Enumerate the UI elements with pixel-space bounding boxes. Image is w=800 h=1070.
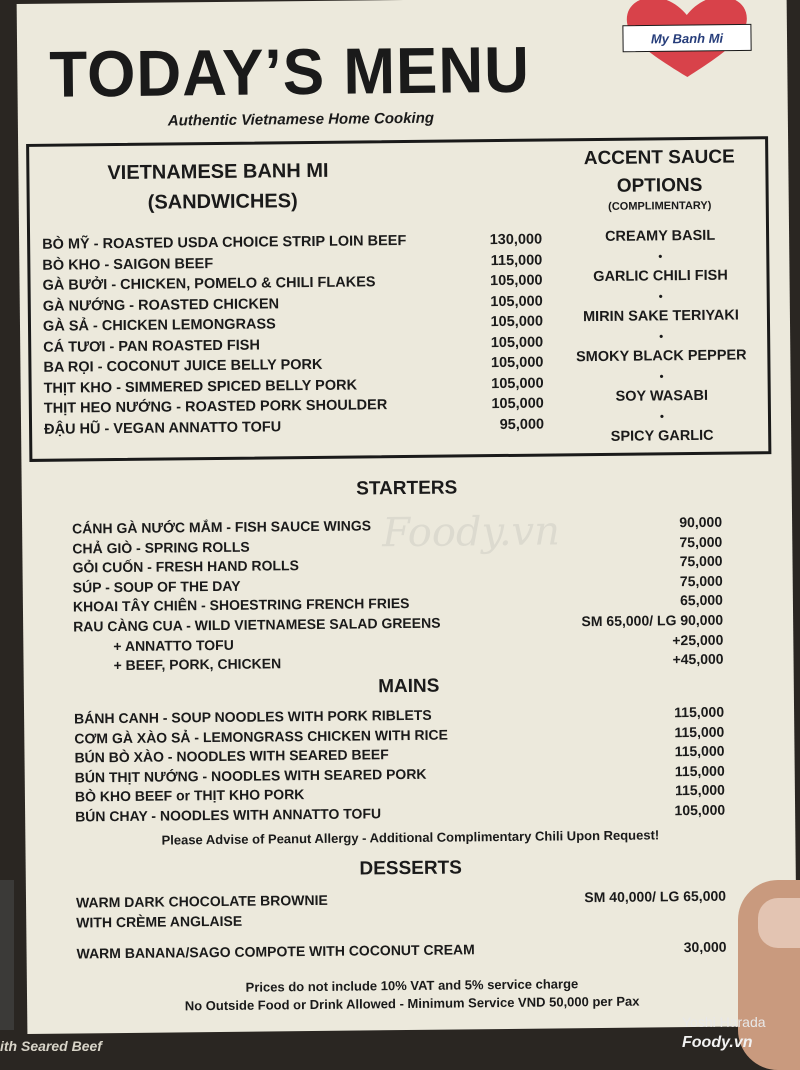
- menu-sheet: [17, 0, 798, 1034]
- sauce-item: SMOKY BLACK PEPPER: [575, 347, 747, 366]
- menu-item: CÁ TƯƠI - PAN ROASTED FISH 105,000: [43, 334, 544, 356]
- background-object: [0, 880, 14, 1030]
- menu-item: CÁNH GÀ NƯỚC MẮM - FISH SAUCE WINGS 90,000: [72, 513, 723, 537]
- logo-text: My Banh Mi: [650, 30, 724, 47]
- menu-item: THỊT HEO NƯỚNG - ROASTED PORK SHOULDER 105,000: [43, 395, 544, 417]
- sauce-item: MIRIN SAKE TERIYAKI: [582, 307, 739, 326]
- menu-item: ĐẬU HŨ - VEGAN ANNATTO TOFU 95,000: [43, 416, 545, 438]
- menu-item: GỎI CUỐN - FRESH HAND ROLLS 75,000: [72, 552, 723, 576]
- menu-item: BÚN CHAY - NOODLES WITH ANNATTO TOFU 105,000: [75, 801, 726, 825]
- menu-item: GÀ BƯỞI - CHICKEN, POMELO & CHILI FLAKES 105,000: [42, 272, 543, 294]
- sandwiches-heading: VIETNAMESE BANH MI (SANDWICHES): [107, 159, 329, 214]
- menu-item: WARM DARK CHOCOLATE BROWNIE SM 40,000/ LG 65,000: [75, 887, 727, 911]
- desserts-list: [76, 887, 727, 965]
- footer-vat-note: Prices do not include 10% VAT and 5% service charge: [245, 976, 579, 995]
- menu-item: BÒ KHO - SAIGON BEEF 115,000: [42, 252, 543, 274]
- bullet-icon: •: [658, 289, 663, 304]
- bullet-icon: •: [659, 369, 664, 384]
- menu-item: BÒ MỸ - ROASTED USDA CHOICE STRIP LOIN BEEF 130,000: [42, 231, 543, 253]
- starters-heading: STARTERS: [356, 477, 458, 500]
- sauce-heading: ACCENT SAUCE OPTIONS: [583, 146, 735, 197]
- menu-item-continued: WITH CRÈME ANGLAISE: [76, 912, 243, 931]
- menu-item: BÚN BÒ XÀO - NOODLES WITH SEARED BEEF 115,000: [74, 742, 725, 766]
- menu-item: + ANNATTO TOFU +25,000: [113, 631, 724, 654]
- menu-title: TODAY’S MENU: [48, 33, 531, 112]
- sauce-note: (COMPLIMENTARY): [608, 199, 712, 213]
- sauce-options: [549, 139, 772, 447]
- footer-policy-note: No Outside Food or Drink Allowed - Minimum Service VND 50,000 per Pax: [184, 993, 640, 1014]
- sauce-item: CREAMY BASIL: [604, 227, 716, 245]
- menu-item: + BEEF, PORK, CHICKEN +45,000: [113, 650, 724, 674]
- bullet-icon: •: [658, 329, 664, 344]
- menu-item: WARM BANANA/SAGO COMPOTE WITH COCONUT CREAM 30,000: [76, 938, 727, 962]
- photo-credit: Yoshi Harada: [682, 1014, 766, 1030]
- bullet-icon: •: [658, 249, 663, 264]
- allergy-note: Please Advise of Peanut Allergy - Additional Complimentary Chili Upon Request!: [161, 827, 660, 848]
- watermark: Foody.vn: [381, 508, 561, 557]
- background-text: ith Seared Beef: [0, 1038, 102, 1054]
- mains-heading: MAINS: [378, 675, 440, 698]
- site-watermark: Foody.vn: [682, 1034, 753, 1051]
- menu-item: THỊT KHO - SIMMERED SPICED BELLY PORK 105,000: [43, 375, 544, 397]
- menu-item: BÒ KHO BEEF or THỊT KHO PORK 115,000: [74, 782, 725, 805]
- menu-item: BA RỌI - COCONUT JUICE BELLY PORK 105,000: [43, 354, 544, 376]
- menu-subtitle: Authentic Vietnamese Home Cooking: [167, 109, 435, 130]
- sandwiches-box: [26, 136, 771, 462]
- menu-item: KHOAI TÂY CHIÊN - SHOESTRING FRENCH FRIES 65,000: [72, 592, 723, 615]
- thumbnail: [758, 898, 800, 948]
- menu-item: BÚN THỊT NƯỚNG - NOODLES WITH SEARED PORK 115,000: [74, 762, 725, 786]
- mains-list: [74, 703, 725, 827]
- sauce-item: SOY WASABI: [615, 387, 709, 405]
- bullet-icon: •: [659, 409, 665, 424]
- menu-item: CHẢ GIÒ - SPRING ROLLS 75,000: [72, 533, 723, 557]
- desserts-heading: DESSERTS: [359, 857, 463, 880]
- logo: [617, 0, 758, 80]
- menu-item: BÁNH CANH - SOUP NOODLES WITH PORK RIBLETS 115,000: [74, 703, 725, 727]
- menu-item: GÀ NƯỚNG - ROASTED CHICKEN 105,000: [42, 293, 543, 315]
- menu-item: SÚP - SOUP OF THE DAY 75,000: [72, 572, 723, 596]
- sauce-item: GARLIC CHILI FISH: [593, 267, 728, 286]
- sandwich-list: [42, 230, 544, 440]
- menu-item: CƠM GÀ XÀO SẢ - LEMONGRASS CHICKEN WITH RICE 115,000: [74, 723, 725, 747]
- menu-item: GÀ SẢ - CHICKEN LEMONGRASS 105,000: [42, 313, 544, 335]
- sauce-item: SPICY GARLIC: [610, 427, 714, 445]
- menu-item: RAU CÀNG CUA - WILD VIETNAMESE SALAD GREENS SM 65,000/ LG 90,000: [73, 611, 724, 635]
- starters-list: [72, 513, 724, 677]
